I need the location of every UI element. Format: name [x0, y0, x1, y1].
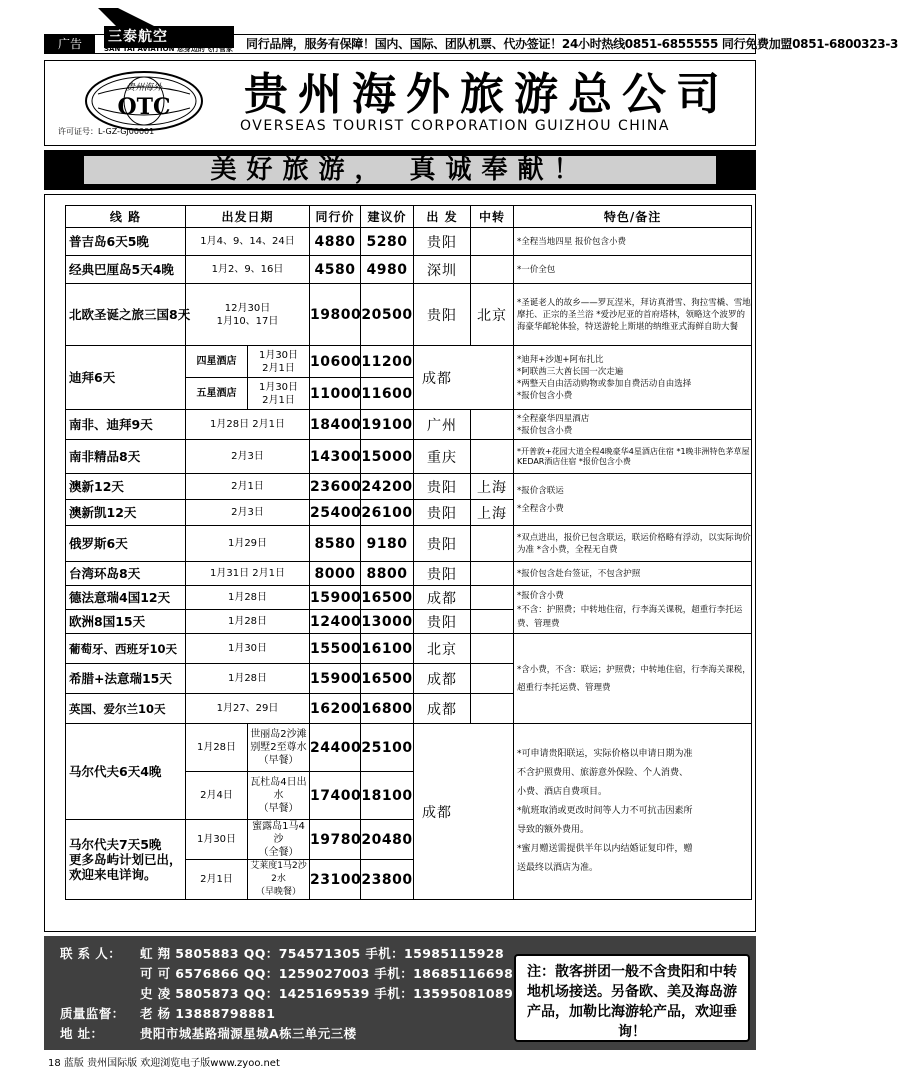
route-note — [514, 346, 752, 410]
contact-label: 联 系 人： — [60, 946, 122, 961]
table-row — [66, 724, 752, 772]
depart-city: 贵阳 — [414, 562, 471, 586]
otc-globe-logo-icon — [84, 70, 204, 132]
route-note: *开普敦+花园大道全程4晚豪华4星酒店住宿 *1晚非洲特色茅草屋KEDAR酒店住宿 *报价包含小费 — [514, 440, 752, 474]
peer-price: 4580 — [310, 256, 361, 284]
route-date — [186, 284, 310, 346]
route-date: 1月2、9、16日 — [186, 256, 310, 284]
table-row — [66, 228, 752, 256]
peer-price: 8000 — [310, 562, 361, 586]
depart-city: 成都 — [414, 586, 471, 610]
peer-price: 25400 — [310, 500, 361, 526]
note-line: *全程含小费 — [517, 503, 564, 514]
suggest-price: 26100 — [361, 500, 414, 526]
santai-url: WWW.SANTAIGY.COM — [111, 57, 185, 65]
contact-person-1: 虹 翔 5805883 QQ：754571305 手机：15985115928 — [140, 946, 505, 961]
transit-city — [471, 410, 514, 440]
table-row — [66, 410, 752, 440]
island-line: 艾莱度1马2沙2水 — [250, 861, 307, 884]
route-note: *一价全包 — [514, 256, 752, 284]
transit-city — [471, 256, 514, 284]
hotel-class: 五星酒店 — [186, 378, 248, 410]
island-line: （早餐） — [258, 755, 299, 766]
route-note: *报价包含赴台签证，不包含护照 — [514, 562, 752, 586]
route-name: 德法意瑞4国12天 — [66, 586, 186, 610]
route-date: 1月4、9、14、24日 — [186, 228, 310, 256]
note-line: *阿联酋三大酋长国一次走遍 — [517, 366, 624, 377]
route-note — [514, 586, 752, 634]
peer-price: 8580 — [310, 526, 361, 562]
table-row — [66, 256, 752, 284]
col-peer-price: 同行价 — [310, 206, 361, 228]
transit-city: 上海 — [471, 474, 514, 500]
table-row — [66, 284, 752, 346]
depart-city: 贵阳 — [414, 228, 471, 256]
route-date: 2月4日 — [186, 772, 248, 820]
table-row — [66, 346, 752, 378]
route-date: 2月3日 — [186, 500, 310, 526]
depart-city: 重庆 — [414, 440, 471, 474]
route-date-line: 1月10、17日 — [216, 315, 279, 327]
route-date — [248, 346, 310, 378]
route-name: 英国、爱尔兰10天 — [66, 694, 186, 724]
route-date: 1月28日 — [186, 586, 310, 610]
island-line: （早餐） — [258, 803, 299, 814]
suggest-price: 5280 — [361, 228, 414, 256]
suggest-price: 8800 — [361, 562, 414, 586]
island-package — [248, 772, 310, 820]
note-line: *两整天自由活动购物或参加自费活动自由选择 — [517, 378, 692, 389]
ad-text: 同行品牌，服务有保障！国内、国际、团队机票、代办签证！24小时热线0851-6855555 同行免费加盟0851-6800323-3 — [246, 37, 898, 51]
route-date: 1月30日 — [186, 820, 248, 860]
route-name: 希腊+法意瑞15天 — [66, 664, 186, 694]
santai-en: SAN TAI AVIATION — [104, 45, 175, 53]
island-line: 瓦杜岛4日出水 — [250, 777, 307, 801]
depart-city: 广州 — [414, 410, 471, 440]
route-name: 台湾环岛8天 — [66, 562, 186, 586]
suggest-price: 16800 — [361, 694, 414, 724]
table-row — [66, 474, 752, 500]
route-date: 1月31日 2月1日 — [186, 562, 310, 586]
route-name — [66, 820, 186, 900]
peer-price: 17400 — [310, 772, 361, 820]
slogan-banner — [44, 150, 756, 190]
col-suggest-price: 建议价 — [361, 206, 414, 228]
route-table-frame — [44, 194, 756, 932]
notice-box: 注：散客拼团一般不含贵阳和中转地机场接送。另备欧、美及海岛游产品，加勒比海游轮产品，欢迎垂询！ — [514, 954, 750, 1042]
depart-city: 贵阳 — [414, 284, 471, 346]
peer-price: 15900 — [310, 586, 361, 610]
peer-price: 15900 — [310, 664, 361, 694]
hotel-class: 四星酒店 — [186, 346, 248, 378]
note-line: *迪拜+沙迦+阿布扎比 — [517, 354, 604, 365]
address-label: 地 址： — [60, 1026, 104, 1041]
transit-city — [471, 526, 514, 562]
route-name: 经典巴厘岛5天4晚 — [66, 256, 186, 284]
note-line: *不含：护照费；中转地住宿，行李海关课税，超重行李托运费、管理费 — [517, 604, 743, 629]
suggest-price: 24200 — [361, 474, 414, 500]
route-name: 北欧圣诞之旅三国8天 — [66, 284, 186, 346]
route-name-line: 马尔代夫7天5晚 — [69, 837, 162, 852]
table-row — [66, 634, 752, 664]
depart-city: 成都 — [414, 724, 514, 900]
transit-city — [471, 634, 514, 664]
company-name-en: OVERSEAS TOURIST CORPORATION GUIZHOU CHINA — [240, 118, 670, 134]
peer-price: 12400 — [310, 610, 361, 634]
suggest-price: 4980 — [361, 256, 414, 284]
col-note: 特色/备注 — [514, 206, 752, 228]
island-line: （早晚餐） — [256, 887, 302, 897]
route-name: 澳新凯12天 — [66, 500, 186, 526]
route-name: 马尔代夫6天4晚 — [66, 724, 186, 820]
santai-slogan: 您身边的飞行管家 — [176, 45, 233, 53]
note-line: 送最终以酒店为准。 — [517, 863, 599, 873]
table-row — [66, 526, 752, 562]
depart-city: 贵阳 — [414, 500, 471, 526]
col-from: 出 发 — [414, 206, 471, 228]
depart-city: 深圳 — [414, 256, 471, 284]
route-date: 1月28日 — [186, 664, 310, 694]
ad-tag: 广告 — [45, 35, 95, 53]
note-line: 导致的额外费用。 — [517, 825, 590, 835]
otc-logo-text: OTC — [117, 94, 171, 120]
address: 贵阳市城基路瑞源星城A栋三单元三楼 — [140, 1026, 357, 1041]
route-note: *含小费，不含：联运；护照费；中转地住宿，行李海关课税，超重行李托运费、管理费 — [514, 634, 752, 724]
route-date: 1月28日 — [186, 724, 248, 772]
route-date-line: 1月30日 — [258, 381, 299, 393]
route-name: 葡萄牙、西班牙10天 — [66, 634, 186, 664]
route-date-line: 2月1日 — [262, 394, 295, 406]
peer-price: 19800 — [310, 284, 361, 346]
route-name: 澳新12天 — [66, 474, 186, 500]
peer-price: 4880 — [310, 228, 361, 256]
route-date: 1月27、29日 — [186, 694, 310, 724]
depart-city: 成都 — [414, 664, 471, 694]
table-row — [66, 440, 752, 474]
route-date-line: 1月30日 — [258, 349, 299, 361]
transit-city: 上海 — [471, 500, 514, 526]
route-date: 1月28日 — [186, 610, 310, 634]
route-table — [65, 205, 752, 900]
page-footer: 18 蓝版 贵州国际版 欢迎浏览电子版www.zyoo.net — [48, 1058, 280, 1069]
suggest-price: 19100 — [361, 410, 414, 440]
route-date-line: 12月30日 — [224, 302, 271, 314]
route-note — [514, 474, 752, 526]
note-line: *蜜月赠送需提供半年以内结婚证复印件，赠 — [517, 844, 693, 854]
peer-price: 10600 — [310, 346, 361, 378]
depart-city: 贵阳 — [414, 526, 471, 562]
suggest-price: 16100 — [361, 634, 414, 664]
route-note — [514, 410, 752, 440]
col-date: 出发日期 — [186, 206, 310, 228]
santai-brand: 三泰航空 — [108, 29, 168, 45]
quality-contact: 老 杨 13888798881 — [140, 1006, 276, 1021]
table-row — [66, 562, 752, 586]
depart-city: 贵阳 — [414, 610, 471, 634]
depart-city: 成都 — [414, 346, 514, 410]
transit-city — [471, 440, 514, 474]
island-line: 蜜露岛1马4沙 — [252, 821, 305, 845]
route-name: 南非精品8天 — [66, 440, 186, 474]
suggest-price: 20480 — [361, 820, 414, 860]
depart-city: 北京 — [414, 634, 471, 664]
island-package — [248, 724, 310, 772]
island-line: 别墅2至尊水 — [250, 742, 307, 753]
otc-arc-text: 贵州海外 — [125, 83, 163, 93]
quality-label: 质量监督： — [60, 1006, 125, 1021]
suggest-price: 16500 — [361, 586, 414, 610]
peer-price: 19780 — [310, 820, 361, 860]
island-package — [248, 860, 310, 900]
suggest-price: 11600 — [361, 378, 414, 410]
route-name: 普吉岛6天5晚 — [66, 228, 186, 256]
transit-city — [471, 228, 514, 256]
table-row — [66, 586, 752, 610]
route-date: 1月30日 — [186, 634, 310, 664]
slogan-text: 美好旅游， 真诚奉献！ — [210, 155, 590, 185]
col-transit: 中转 — [471, 206, 514, 228]
route-date-line: 2月1日 — [262, 362, 295, 374]
peer-price: 11000 — [310, 378, 361, 410]
note-line: *报价包含小费 — [517, 390, 573, 401]
suggest-price: 15000 — [361, 440, 414, 474]
peer-price: 16200 — [310, 694, 361, 724]
santai-subtitle — [104, 44, 234, 54]
suggest-price: 13000 — [361, 610, 414, 634]
route-note: *全程当地四星 报价包含小费 — [514, 228, 752, 256]
note-line: 不含护照费用、旅游意外保险、个人消费、 — [517, 768, 689, 778]
note-line: *全程豪华四星酒店 — [517, 413, 590, 424]
peer-price: 14300 — [310, 440, 361, 474]
route-date: 1月29日 — [186, 526, 310, 562]
suggest-price: 11200 — [361, 346, 414, 378]
col-route: 线 路 — [66, 206, 186, 228]
license-number: 许可证号：L-GZ-GJ00001 — [58, 127, 155, 136]
route-name: 迪拜6天 — [66, 346, 186, 410]
suggest-price: 9180 — [361, 526, 414, 562]
suggest-price: 18100 — [361, 772, 414, 820]
island-package — [248, 820, 310, 860]
note-line: *报价含联运 — [517, 485, 564, 496]
contact-person-2: 可 可 6576866 QQ：1259027003 手机：18685116698 — [140, 966, 514, 981]
transit-city — [471, 610, 514, 634]
note-line: *报价包含小费 — [517, 425, 573, 436]
depart-city: 成都 — [414, 694, 471, 724]
route-date: 1月28日 2月1日 — [186, 410, 310, 440]
note-line: 小费、酒店自费项目。 — [517, 787, 608, 797]
company-name-zh: 贵州海外旅游总公司 — [244, 69, 730, 120]
peer-price: 18400 — [310, 410, 361, 440]
route-name: 欧洲8国15天 — [66, 610, 186, 634]
island-line: （全餐） — [258, 847, 299, 858]
peer-price: 23100 — [310, 860, 361, 900]
peer-price: 15500 — [310, 634, 361, 664]
route-name-line: 更多岛屿计划已出， — [69, 852, 182, 867]
suggest-price: 23800 — [361, 860, 414, 900]
note-line: *航班取消或更改时间等人力不可抗击因素所 — [517, 806, 693, 816]
route-name-line: 欢迎来电详询。 — [69, 867, 157, 882]
route-date — [248, 378, 310, 410]
route-name: 俄罗斯6天 — [66, 526, 186, 562]
note-line: *可申请贵阳联运，实际价格以申请日期为准 — [517, 749, 693, 759]
route-note — [514, 724, 752, 900]
peer-price: 24400 — [310, 724, 361, 772]
transit-city — [471, 664, 514, 694]
route-date: 2月1日 — [186, 474, 310, 500]
peer-price: 23600 — [310, 474, 361, 500]
transit-city — [471, 694, 514, 724]
suggest-price: 16500 — [361, 664, 414, 694]
route-date: 2月1日 — [186, 860, 248, 900]
transit-city — [471, 586, 514, 610]
transit-city — [471, 562, 514, 586]
table-header-row — [66, 206, 752, 228]
note-line: *报价含小费 — [517, 590, 564, 601]
island-line: 世丽岛2沙滩 — [250, 729, 307, 740]
route-date: 2月3日 — [186, 440, 310, 474]
transit-city: 北京 — [471, 284, 514, 346]
route-note: *圣诞老人的故乡——罗瓦涅米，拜访真滑雪、狗拉雪橇、雪地摩托、正宗的圣兰浴 *爱沙尼亚的首府塔林，领略这个波罗的海豪华邮轮体验，特送游轮上斯堪的纳维亚式海鲜自助大餐 — [514, 284, 752, 346]
route-note: *双点进出，报价已包含联运，联运价格略有浮动，以实际询价为准 *含小费，全程无自费 — [514, 526, 752, 562]
suggest-price: 25100 — [361, 724, 414, 772]
suggest-price: 20500 — [361, 284, 414, 346]
contact-person-3: 史 凌 5805873 QQ：1425169539 手机：13595081089 — [140, 986, 514, 1001]
route-name: 南非、迪拜9天 — [66, 410, 186, 440]
depart-city: 贵阳 — [414, 474, 471, 500]
